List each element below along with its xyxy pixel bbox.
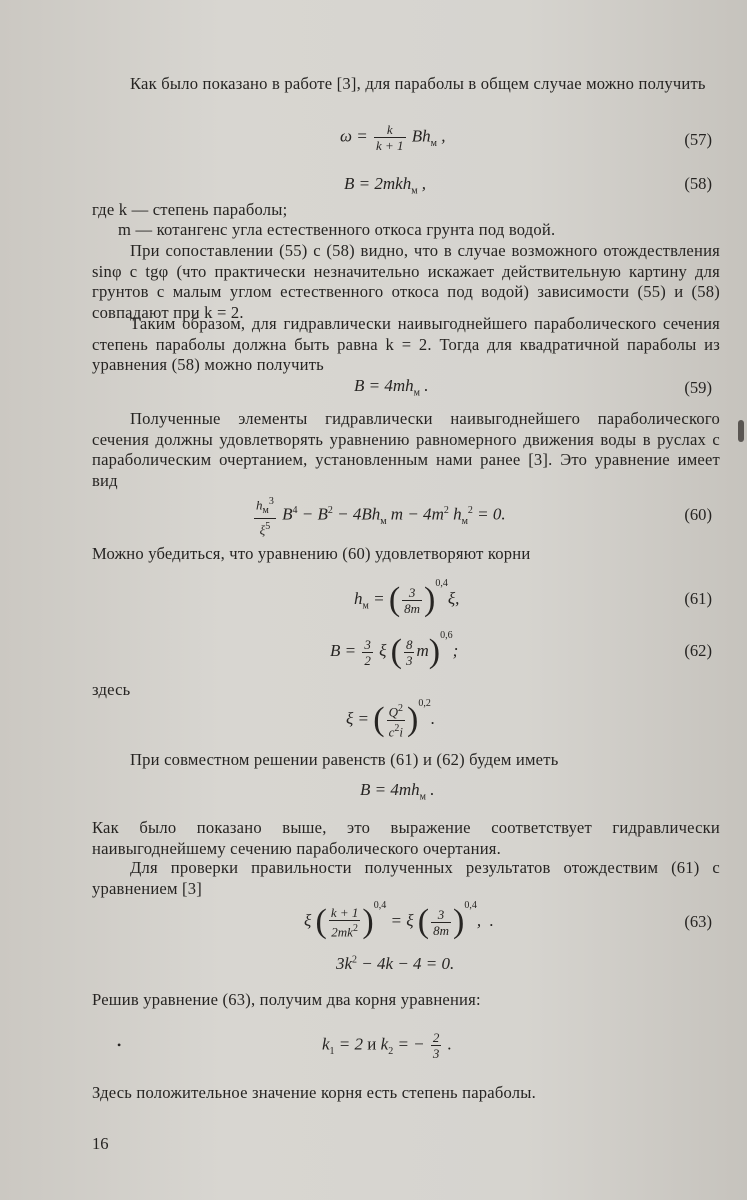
paragraph: Как было показано выше, это выражение соответствует гидравлически наивыгоднейшему сечению параболического очертания. (92, 818, 720, 858)
paragraph: m — котангенс угла естественного откоса грунта под водой. (118, 220, 556, 239)
equation-number: (62) (684, 641, 712, 660)
equation-62: B = $\frac{3}{2}$ ξ ( $\frac{8}{3}$ m)$^{0,6}$; (62) (330, 630, 712, 671)
paragraph: здесь (92, 680, 131, 699)
equation-number: (59) (684, 378, 712, 397)
equation-b: $B = 4mh_м$ . (360, 780, 435, 803)
paragraph: При совместном решении равенств (61) и (62) будем иметь (130, 750, 559, 769)
paragraph: При сопоставлении (55) с (58) видно, что в случае возможного отождествления sinφ с tgφ (что практически незначительно искажает действительную картину для грунтов с малым углом естественного откоса под водой) зависимости (55) и (58) совпадают при k = 2. (92, 241, 720, 322)
paragraph: Здесь положительное значение корня есть степень параболы. (92, 1083, 536, 1102)
paragraph: Полученные элементы гидравлически наивыгоднейшего параболического сечения должны удовлетворять уравнению равномерного движения воды в руслах с параболическим очертанием, установленным нами ранее [3]. Это уравнение имеет вид (92, 409, 720, 490)
equation-58: B = 2mkh$_м$ , (58) (344, 174, 712, 197)
page-number: 16 (92, 1134, 109, 1153)
equation-number: (58) (684, 174, 712, 193)
equation-63b: $3k^2 - 4k - 4 = 0$. (336, 954, 455, 973)
equation-57: ω = $\frac{k}{k + 1}$ $Bh_м$ , (57) (340, 122, 712, 153)
page-edge-mark (738, 420, 744, 442)
equation-number: (57) (684, 130, 712, 149)
equation-xi: ξ = ( $\frac{Q^2}{c^2i}$ )$^{0,2}$. (346, 698, 436, 739)
equation-59: $B = 4mh_м$ . (59) (354, 376, 712, 399)
paragraph: Таким образом, для гидравлически наивыгоднейшего параболического сечения степень параболы должна быть равна k = 2. Тогда для квадратичной параболы из уравнения (58) можно получить (92, 314, 720, 374)
paragraph: Для проверки правильности полученных результатов отождествим (61) с уравнением [3] (92, 858, 720, 898)
speck: • (117, 1038, 122, 1052)
equation-number: (60) (684, 505, 712, 524)
paragraph: Решив уравнение (63), получим два корня уравнения: (92, 990, 481, 1009)
equation-number: (63) (684, 912, 712, 931)
equation-number: (61) (684, 589, 712, 608)
paragraph: Можно убедиться, что уравнению (60) удовлетворяют корни (92, 544, 531, 563)
equation-roots: $k_1 = 2$ и $k_2$ = − $\frac{2}{3}$ . (322, 1030, 452, 1061)
paragraph: Как было показано в работе [3], для параболы в общем случае можно получить (130, 74, 706, 93)
equation-63: ξ ( $\frac{k + 1}{2mk^2}$ )$^{0,4}$ = ξ ( $\frac{3}{8m}$ )$^{0,4}$, . (63) (304, 900, 712, 941)
paragraph: где k — степень параболы; (92, 200, 288, 219)
equation-61: $h_м$ = ( $\frac{3}{8m}$ )$^{0,4}$ξ, (61) (354, 578, 712, 619)
equation-60: $\frac{h_м^3}{\xi^5}$ $B^4 - B^2 - 4Bh_м$ $m - 4m^2$ $h_м^2 = 0$. (60) (256, 496, 712, 538)
